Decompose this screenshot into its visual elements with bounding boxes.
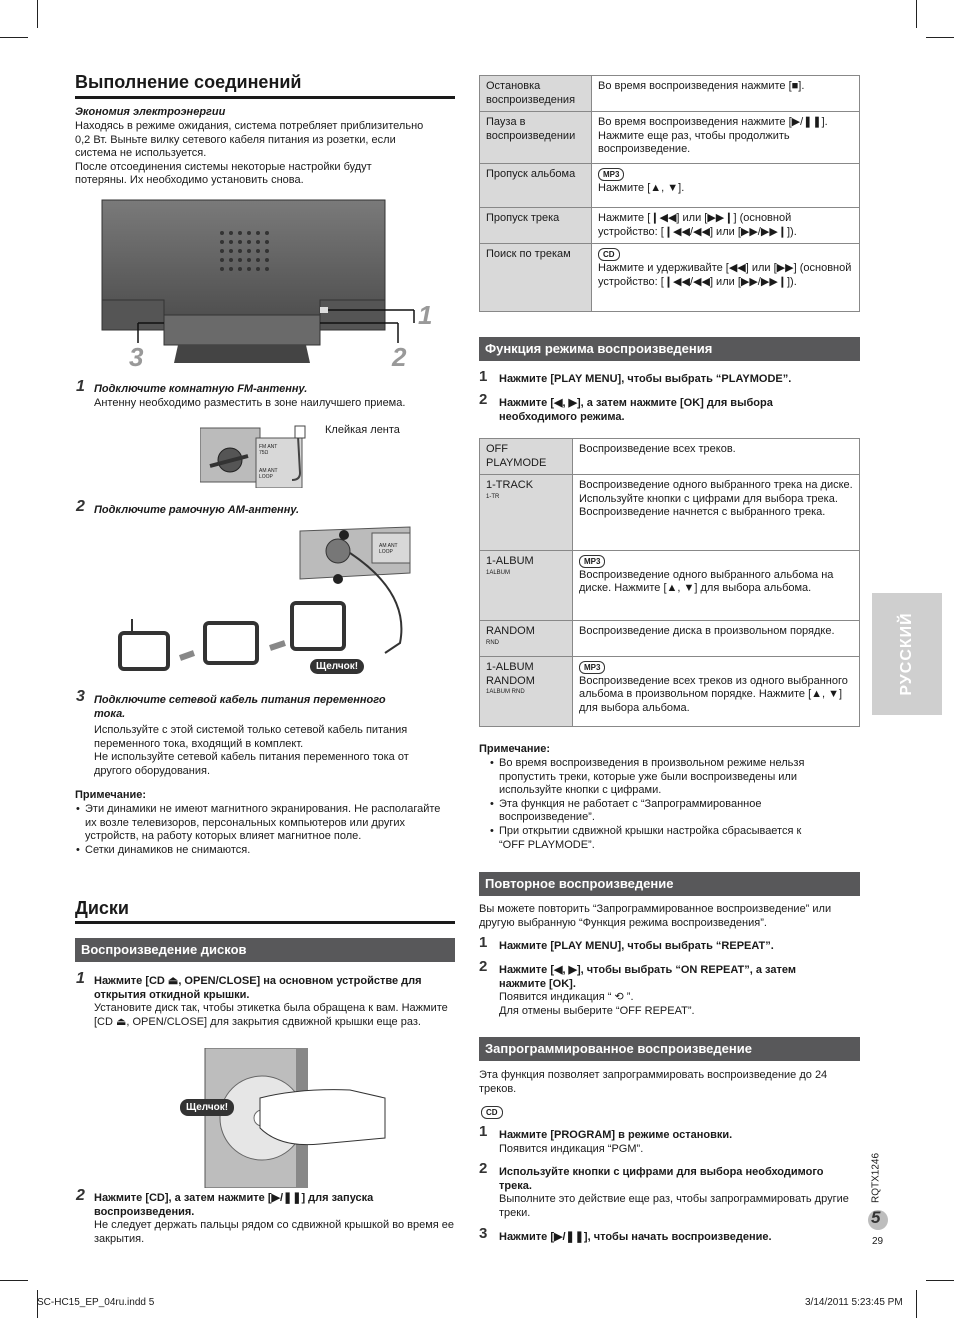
program-step1-text: Появится индикация “PGM”. xyxy=(499,1143,644,1155)
table-row xyxy=(480,112,860,164)
program-cd-badge-wrap xyxy=(481,1102,503,1120)
repeat-intro: Вы можете повторить “Запрограммированное воспроизведение” или другую выбранную “Функция режима воспроизведения”. xyxy=(479,903,832,929)
playmode-step2: Нажмите [◀, ▶], а затем нажмите [OK] для выбора необходимого режима. xyxy=(499,397,773,423)
am-antenna-illustration xyxy=(110,523,420,678)
eco-line: потеряны. Их необходимо установить снова. xyxy=(75,174,304,187)
playback-controls-table xyxy=(479,75,860,312)
language-tab xyxy=(872,593,942,715)
table-row xyxy=(480,657,860,727)
table-key xyxy=(480,621,573,657)
table-row xyxy=(480,475,860,551)
table-row xyxy=(480,76,860,112)
disc-step1-bold: Нажмите [CD ⏏, OPEN/CLOSE] на основном устройстве для открытия откидной крышки. xyxy=(94,975,422,1001)
table-value: Нажмите [❙◀◀] или [▶▶❙] (основной устройство: [❙◀◀/◀◀] или [▶▶/▶▶❙]). xyxy=(592,208,860,244)
figure-callout-3: 3 xyxy=(129,342,144,372)
table-value: Воспроизведение диска в произвольном порядке. xyxy=(573,621,860,657)
note-item: • Во время воспроизведения в произвольном режиме нельзя пропустить треки, которые уже были воспроизведены или используйте кнопки с цифрами. xyxy=(499,757,829,798)
table-row xyxy=(480,244,860,312)
step3-line: Не используйте сетевой кабель питания переменного тока от xyxy=(94,751,409,764)
subsection-bar-program: Запрограммированное воспроизведение xyxy=(479,1037,860,1061)
step-number: 1 xyxy=(76,378,85,395)
table-key: OFF PLAYMODE xyxy=(480,439,573,475)
mode-name: 1-ALBUM xyxy=(486,555,534,568)
playmode-table xyxy=(479,438,860,727)
note-list xyxy=(75,803,455,857)
section-title-connections: Выполнение соединений xyxy=(75,72,302,92)
note-title: Примечание: xyxy=(75,789,147,801)
step1-text: Антенну необходимо разместить в зоне наилучшего приема. xyxy=(94,397,406,409)
playmode-step1: Нажмите [PLAY MENU], чтобы выбрать “PLAYMODE”. xyxy=(499,373,792,385)
step3-title xyxy=(94,694,386,721)
note-item: • При открытии сдвижной крышки настройка сбрасывается к “OFF PLAYMODE”. xyxy=(499,825,829,852)
section-rule xyxy=(75,96,455,99)
program-step3: Нажмите [▶/❚❚], чтобы начать воспроизведение. xyxy=(499,1231,772,1243)
page-number: 5 xyxy=(871,1208,881,1227)
subsection-bar-playmode: Функция режима воспроизведения xyxy=(479,337,860,361)
step-number: 2 xyxy=(479,958,488,975)
note-item: • Сетки динамиков не снимаются. xyxy=(85,844,455,858)
table-key xyxy=(480,657,573,727)
cd-badge: CD xyxy=(598,248,620,261)
tape-label: Клейкая лента xyxy=(325,424,400,436)
footer-date: 3/14/2011 5:23:45 PM xyxy=(805,1297,903,1308)
click-callout: Щелчок! xyxy=(310,659,364,674)
crop-mark xyxy=(926,37,954,38)
mp3-badge: MP3 xyxy=(598,168,624,181)
step1-title: Подключите комнатную FM-антенну. xyxy=(94,383,308,395)
fm-ant-label xyxy=(259,444,278,480)
program-step2: Используйте кнопки с цифрами для выбора необходимого трека. xyxy=(499,1166,824,1192)
footer-file: SC-HC15_EP_04ru.indd 5 xyxy=(37,1297,155,1308)
table-value-text: Воспроизведение всех треков из одного выбранного альбома в произвольном порядке. Нажмите [▲, ▼] для выбора альбома. xyxy=(579,674,848,714)
table-key xyxy=(480,551,573,621)
step-number: 1 xyxy=(76,970,85,987)
table-value: Воспроизведение одного выбранного трека на диске. Используйте кнопки с цифрами для выбора трека. Воспроизведение начнется с выбранного трека. xyxy=(573,475,860,551)
table-row xyxy=(480,551,860,621)
disc-step2-text: Не следует держать пальцы рядом со сдвижной крышкой во время ее закрытия. xyxy=(94,1219,455,1245)
step3-title-line: тока. xyxy=(94,707,126,720)
table-value xyxy=(592,244,860,312)
section-title-discs: Диски xyxy=(75,898,129,918)
table-value xyxy=(592,164,860,208)
note-item: • Эти динамики не имеют магнитного экранирования. Не располагайте их возле телевизоров, персональных компьютеров или других устройств, на работу которых влияет магнитное поле. xyxy=(85,803,455,844)
crop-mark xyxy=(0,1280,28,1281)
repeat-step1: Нажмите [PLAY MENU], чтобы выбрать “REPEAT”. xyxy=(499,940,774,952)
repeat-cancel-text: Для отмены выберите “OFF REPEAT”. xyxy=(499,1004,695,1017)
step-number: 1 xyxy=(479,1123,488,1140)
repeat-indicator-text: Появится индикация “ ⟲ ”. xyxy=(499,991,634,1003)
table-key: Пропуск трека xyxy=(480,208,592,244)
crop-mark xyxy=(37,0,38,28)
note-item: • Эта функция не работает с “Запрограммированное воспроизведение”. xyxy=(499,798,829,825)
step3-line: другого оборудования. xyxy=(94,764,211,777)
step-number: 2 xyxy=(76,1187,85,1204)
table-row xyxy=(480,208,860,244)
program-step1: Нажмите [PROGRAM] в режиме остановки. xyxy=(499,1129,733,1141)
note-title: Примечание: xyxy=(479,743,551,755)
mode-name: 1-TRACK xyxy=(486,479,534,492)
step3-line: переменного тока, входящий в комплект. xyxy=(94,737,304,750)
table-key xyxy=(480,475,573,551)
crop-mark xyxy=(0,37,28,38)
table-key: Пропуск альбома xyxy=(480,164,592,208)
table-value: Во время воспроизведения нажмите [▶/❚❚]. Нажмите еще раз, чтобы продолжить воспроизведение. xyxy=(592,112,860,164)
eco-text xyxy=(75,120,460,188)
step-number: 3 xyxy=(479,1225,488,1242)
step2-title: Подключите рамочную АМ-антенну. xyxy=(94,504,300,516)
figure-callout-1: 1 xyxy=(418,300,433,330)
step-number: 1 xyxy=(479,934,488,951)
am-ant-text: AM ANT xyxy=(379,543,398,549)
crop-mark xyxy=(926,1280,954,1281)
click-callout: Щелчок! xyxy=(180,1099,234,1116)
table-key: Поиск по трекам xyxy=(480,244,592,312)
loop-text: LOOP xyxy=(379,549,393,555)
step-number: 1 xyxy=(479,368,488,385)
program-intro: Эта функция позволяет запрограммировать воспроизведение до 24 треков. xyxy=(479,1069,828,1095)
disc-step1-text: Установите диск так, чтобы этикетка была обращена к вам. Нажмите [CD ⏏, OPEN/CLOSE] для закрытия сдвижной крышки еще раз. xyxy=(94,1002,448,1028)
repeat-step2-text xyxy=(499,991,695,1018)
subsection-bar-disc-playback: Воспроизведение дисков xyxy=(75,938,455,962)
repeat-step2: Нажмите [◀, ▶], чтобы выбрать “ON REPEAT”, а затем нажмите [OK]. xyxy=(499,964,796,990)
mode-display: 1ALBUM RND xyxy=(486,689,525,696)
table-value xyxy=(573,551,860,621)
table-value-text: Воспроизведение одного выбранного альбома на диске. Нажмите [▲, ▼] для выбора альбома. xyxy=(579,568,834,595)
mode-display: 1-TR xyxy=(486,493,500,500)
mode-name: RANDOM xyxy=(486,625,535,638)
step3-text xyxy=(94,724,409,778)
table-value: Во время воспроизведения нажмите [■]. xyxy=(592,76,860,112)
eco-line: 0,2 Вт. Выньте вилку сетевого кабеля питания из розетки, если xyxy=(75,133,396,146)
program-step2-text: Выполните это действие еще раз, чтобы запрограммировать другие треки. xyxy=(499,1193,849,1219)
disc-insert-illustration xyxy=(200,1048,390,1188)
table-row xyxy=(480,439,860,475)
mode-name: 1-ALBUM RANDOM xyxy=(486,661,535,687)
table-row xyxy=(480,164,860,208)
table-value-text: Нажмите [▲, ▼]. xyxy=(598,181,685,194)
am-ant-socket-label xyxy=(379,543,398,555)
page-number-small: 29 xyxy=(872,1236,884,1247)
crop-mark xyxy=(916,1290,917,1318)
mp3-badge: MP3 xyxy=(579,555,605,568)
mode-display: RND xyxy=(486,639,499,646)
table-row xyxy=(480,621,860,657)
subsection-bar-repeat: Повторное воспроизведение xyxy=(479,872,860,896)
language-tab-label: РУССКИЙ xyxy=(898,612,915,696)
crop-mark xyxy=(916,0,917,28)
table-value-text: Нажмите и удерживайте [◀◀] или [▶▶] (основной устройство: [❙◀◀/◀◀] или [▶▶/▶▶❙]). xyxy=(598,261,852,288)
eco-line: Находясь в режиме ожидания, система потребляет приблизительно xyxy=(75,120,424,132)
table-value: Воспроизведение всех треков. xyxy=(573,439,860,475)
figure-callout-2: 2 xyxy=(392,342,407,372)
am-ant-text: AM ANT xyxy=(259,468,278,474)
mp3-badge: MP3 xyxy=(579,661,605,674)
note-list xyxy=(489,757,829,852)
step-number: 3 xyxy=(76,688,85,705)
table-key: Остановка воспроизведения xyxy=(480,76,592,112)
fm-ant-text: FM ANT xyxy=(259,444,278,450)
step-number: 2 xyxy=(76,498,85,515)
eco-line: После отсоединения системы некоторые настройки будут xyxy=(75,160,372,173)
fm-ohm-text: 75Ω xyxy=(259,450,269,456)
step-number: 2 xyxy=(479,391,488,408)
doc-code: RQTX1246 xyxy=(870,1152,882,1204)
step3-title-line: Подключите сетевой кабель питания переменного xyxy=(94,694,386,706)
mode-display: 1ALBUM xyxy=(486,569,511,576)
disc-step2-bold: Нажмите [CD], а затем нажмите [▶/❚❚] для запуска воспроизведения. xyxy=(94,1192,374,1218)
section-rule xyxy=(75,921,455,924)
step3-line: Используйте с этой системой только сетевой кабель питания xyxy=(94,724,408,736)
eco-line: система не используется. xyxy=(75,147,207,160)
cd-badge: CD xyxy=(481,1106,503,1119)
table-value xyxy=(573,657,860,727)
eco-title: Экономия электроэнергии xyxy=(75,106,226,118)
table-key: Пауза в воспроизведении xyxy=(480,112,592,164)
loop-text: LOOP xyxy=(259,474,273,480)
step-number: 2 xyxy=(479,1160,488,1177)
